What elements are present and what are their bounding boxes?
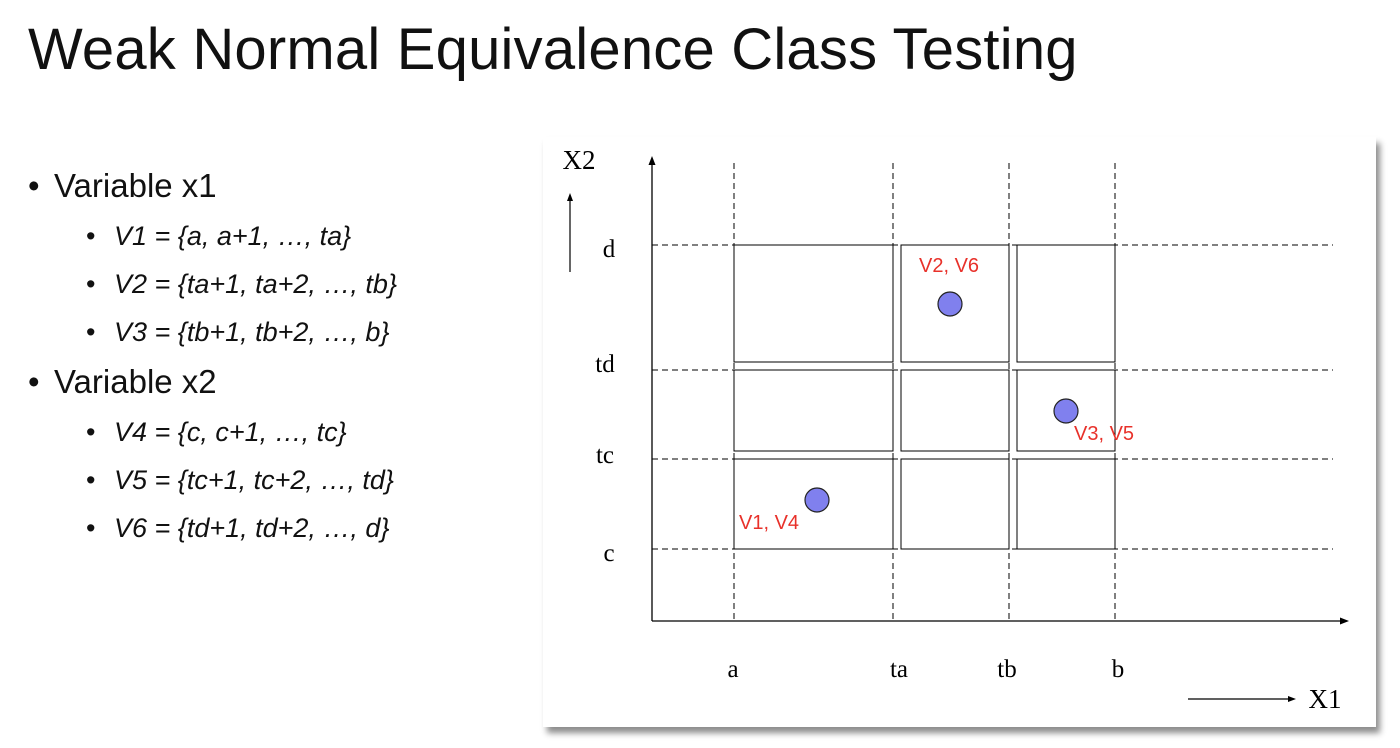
test-label-v2-v6: V2, V6: [919, 255, 980, 277]
x-axis-arrowhead: [1340, 618, 1349, 625]
test-label-v3-v5: V3, V5: [1074, 423, 1135, 445]
bullet-v4: • V4 = {c, c+1, …, tc}: [28, 408, 528, 456]
x2-direction-arrowhead: [567, 193, 573, 201]
bullet-v1: • V1 = {a, a+1, …, ta}: [28, 212, 528, 260]
x-tick-a: a: [727, 656, 739, 683]
bullet-list: [28, 160, 528, 552]
equivalence-class-diagram: [543, 137, 1376, 727]
cell-v2-v4: [901, 459, 1009, 549]
y-tick-d: d: [602, 236, 616, 263]
test-point-v2-v6: [938, 292, 962, 316]
y-tick-td: td: [595, 351, 615, 378]
slide-title: Weak Normal Equivalence Class Testing: [28, 17, 1078, 82]
bullet-v5: • V5 = {tc+1, tc+2, …, td}: [28, 456, 528, 504]
bullet-v2: • V2 = {ta+1, ta+2, …, tb}: [28, 260, 528, 308]
test-point-v1-v4: [805, 488, 829, 512]
x-tick-ta: ta: [889, 656, 909, 683]
bullet-variable-x1: • Variable x1: [28, 160, 528, 212]
y-axis-label: X2: [562, 145, 596, 175]
bullet-variable-x2: • Variable x2: [28, 356, 528, 408]
bullet-v3: • V3 = {tb+1, tb+2, …, b}: [28, 308, 528, 356]
y-tick-c: c: [603, 540, 615, 567]
x-tick-tb: tb: [997, 656, 1017, 683]
test-point-v3-v5: [1054, 399, 1078, 423]
bullet-v6: • V6 = {td+1, td+2, …, d}: [28, 504, 528, 552]
cell-v2-v5: [901, 370, 1009, 451]
y-axis-arrowhead: [649, 156, 656, 165]
x1-direction-arrowhead: [1288, 696, 1296, 702]
cell-v3-v6: [1017, 245, 1115, 362]
x-axis-label: X1: [1308, 684, 1342, 714]
cell-v1-v6: [734, 245, 893, 362]
y-tick-tc: tc: [595, 442, 615, 469]
x-tick-b: b: [1111, 656, 1125, 683]
diagram-canvas: [543, 137, 1376, 727]
cell-v1-v5: [734, 370, 893, 451]
test-label-v1-v4: V1, V4: [739, 512, 800, 534]
cell-v3-v4: [1017, 459, 1115, 549]
